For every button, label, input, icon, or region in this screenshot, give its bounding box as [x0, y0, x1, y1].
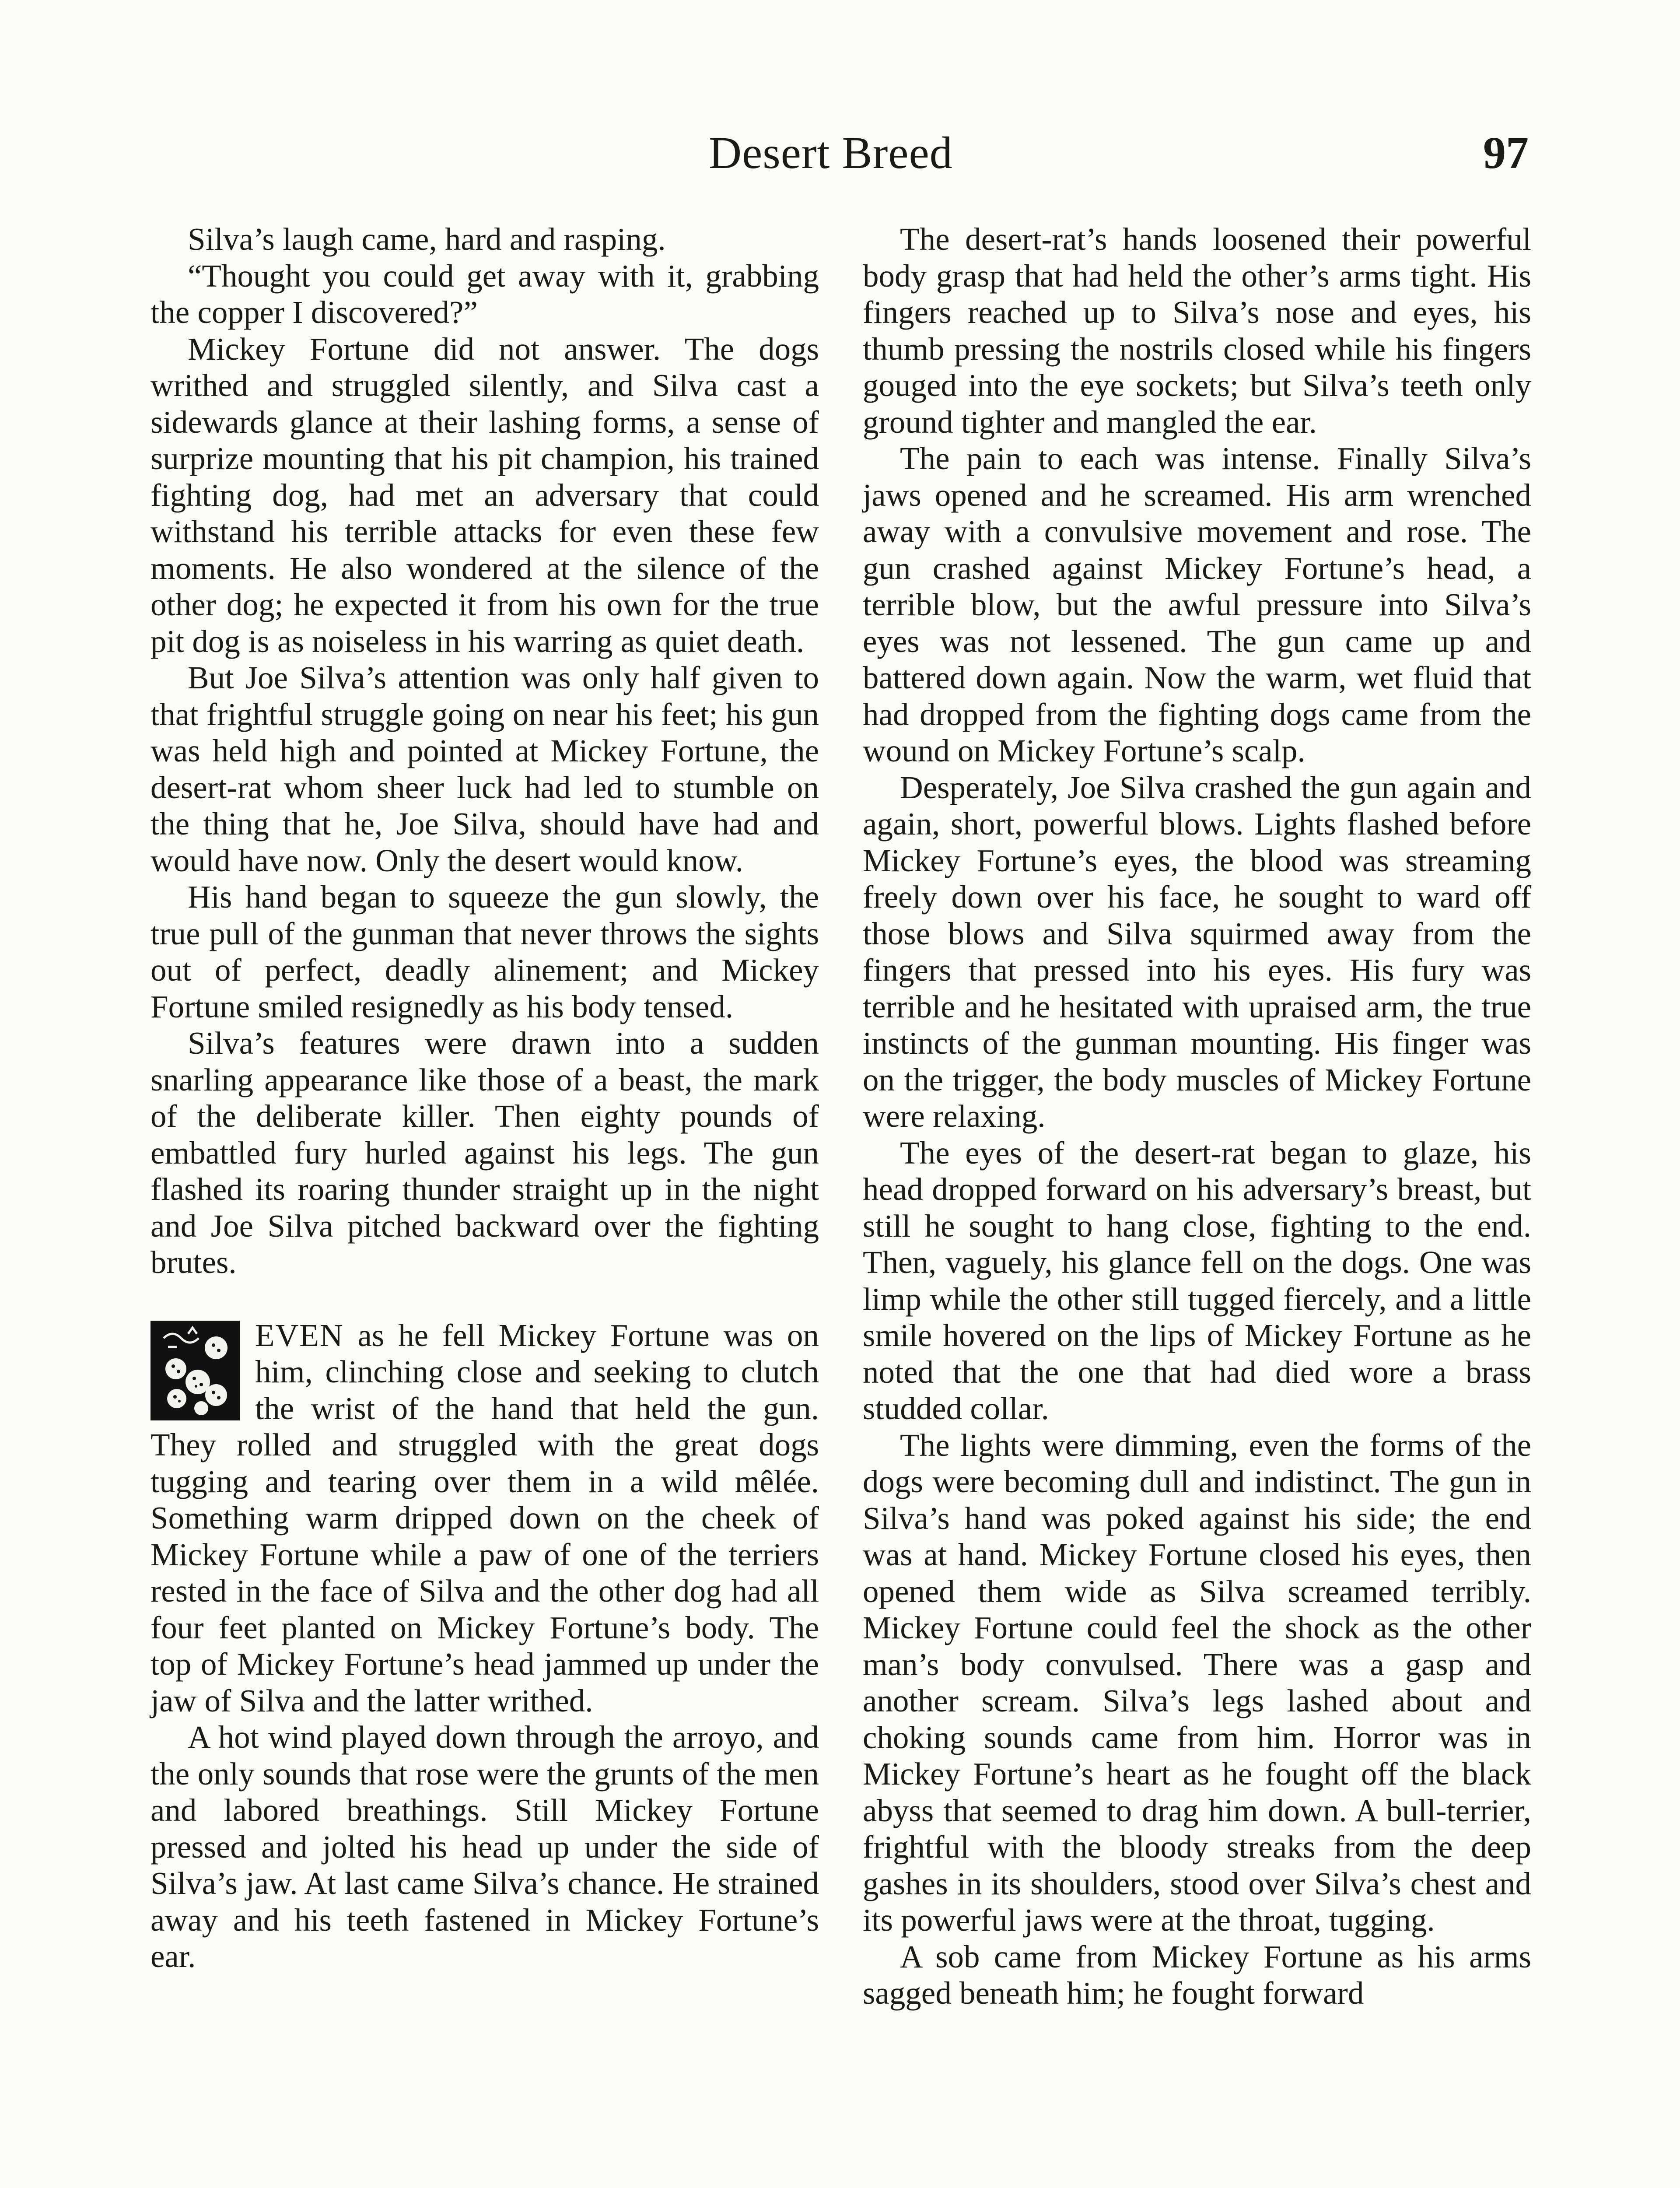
paragraph: A sob came from Mickey Fortune as his arms sagged beneath him; he fought forward	[863, 1939, 1531, 2011]
paragraph: Desperately, Joe Silva crashed the gun again and again, short, powerful blows. Lights flashed before Mickey Fortune’s eyes, the blood was streaming freely down over his face, he sought to ward off those blows and Silva squirmed away from the fingers that pressed into his eyes. His fury was terrible and he hesitated with upraised arm, the true instincts of the gunman mounting. His finger was on the trigger, the body muscles of Mickey Fortune were relaxing.	[863, 769, 1531, 1134]
decorative-initial-ornament-icon	[150, 1321, 240, 1420]
lead-text: as he fell Mickey Fortune was on him, clinching close and seeking to clutch the wrist of the hand that held the gun. They rolled and struggled with the great dogs tugging and tearing over them in a wild mêlée. Something warm dripped down on the cheek of Mickey Fortune while a paw of one of the terriers rested in the face of Silva and the other dog had all four feet planted on Mickey Fortune’s body. The top of Mickey Fortune’s head jammed up under the jaw of Silva and the latter writhed.	[150, 1317, 819, 1718]
lead-small-caps: EVEN	[255, 1317, 344, 1353]
paragraph: His hand began to squeeze the gun slowly, the true pull of the gunman that never throws the sights out of perfect, deadly alinement; and Mickey Fortune smiled resignedly as his body tensed.	[150, 879, 819, 1024]
paragraph: Mickey Fortune did not answer. The dogs writhed and struggled silently, and Silva cast a sidewards glance at their lashing forms, a sense of surprize mounting that his pit champion, his trained fighting dog, had met an adversary that could withstand his terrible attacks for even these few moments. He also wondered at the silence of the other dog; he expected it from his own for the true pit dog is as noiseless in his warring as quiet death.	[150, 331, 819, 659]
page-header	[0, 127, 1680, 193]
left-column	[150, 221, 819, 1975]
paragraph: The lights were dimming, even the forms of the dogs were becoming dull and indistinct. The gun in Silva’s hand was poked against his side; the end was at hand. Mickey Fortune closed his eyes, then opened them wide as Silva screamed terribly. Mickey Fortune could feel the shock as the other man’s body convulsed. There was a gasp and another scream. Silva’s legs lashed about and choking sounds came from him. Horror was in Mickey Fortune’s heart as he fought off the black abyss that seemed to drag him down. A bull-terrier, frightful with the bloody streaks from the deep gashes in its shoulders, stood over Silva’s chest and its powerful jaws were at the throat, tugging.	[863, 1427, 1531, 1938]
paragraph: “Thought you could get away with it, grabbing the copper I discovered?”	[150, 258, 819, 330]
section-opening	[150, 1317, 819, 1719]
paragraph: Silva’s features were drawn into a sudden snarling appearance like those of a beast, the mark of the deliberate killer. Then eighty pounds of embattled fury hurled against his legs. The gun flashed its roaring thunder straight up in the night and Joe Silva pitched backward over the fighting brutes.	[150, 1025, 819, 1280]
paragraph: The pain to each was intense. Finally Silva’s jaws opened and he screamed. His arm wrenched away with a convulsive movement and rose. The gun crashed against Mickey Fortune’s head, a terrible blow, but the awful pressure into Silva’s eyes was not lessened. The gun came up and battered down again. Now the warm, wet fluid that had dropped from the fighting dogs came from the wound on Mickey Fortune’s scalp.	[863, 441, 1531, 768]
paragraph: The eyes of the desert-rat began to glaze, his head dropped forward on his adversary’s breast, but still he sought to hang close, fighting to the end. Then, vaguely, his glance fell on the dogs. One was limp while the other still tugged fiercely, and a little smile hovered on the lips of Mickey Fortune as he noted that the one that had died wore a brass studded collar.	[863, 1135, 1531, 1426]
right-column	[863, 221, 1531, 2012]
paragraph: A hot wind played down through the arroyo, and the only sounds that rose were the grunts of the men and labored breathings. Still Mickey Fortune pressed and jolted his head up under the side of Silva’s jaw. At last came Silva’s chance. He strained away and his teeth fastened in Mickey Fortune’s ear.	[150, 1719, 819, 1974]
section-break	[150, 1281, 819, 1317]
page-number: 97	[1483, 128, 1529, 178]
paragraph: But Joe Silva’s attention was only half given to that frightful struggle going on near his feet; his gun was held high and pointed at Mickey Fortune, the desert-rat whom sheer luck had led to stumble on the thing that he, Joe Silva, should have had and would have now. Only the desert would know.	[150, 660, 819, 878]
section-lead-paragraph	[150, 1317, 819, 1719]
paragraph: The desert-rat’s hands loosened their powerful body grasp that had held the other’s arms tight. His fingers reached up to Silva’s nose and eyes, his thumb pressing the nostrils closed while his fingers gouged into the eye sockets; but Silva’s teeth only ground tighter and mangled the ear.	[863, 221, 1531, 440]
paragraph: Silva’s laugh came, hard and rasping.	[188, 221, 666, 257]
running-title: Desert Breed	[709, 128, 953, 178]
